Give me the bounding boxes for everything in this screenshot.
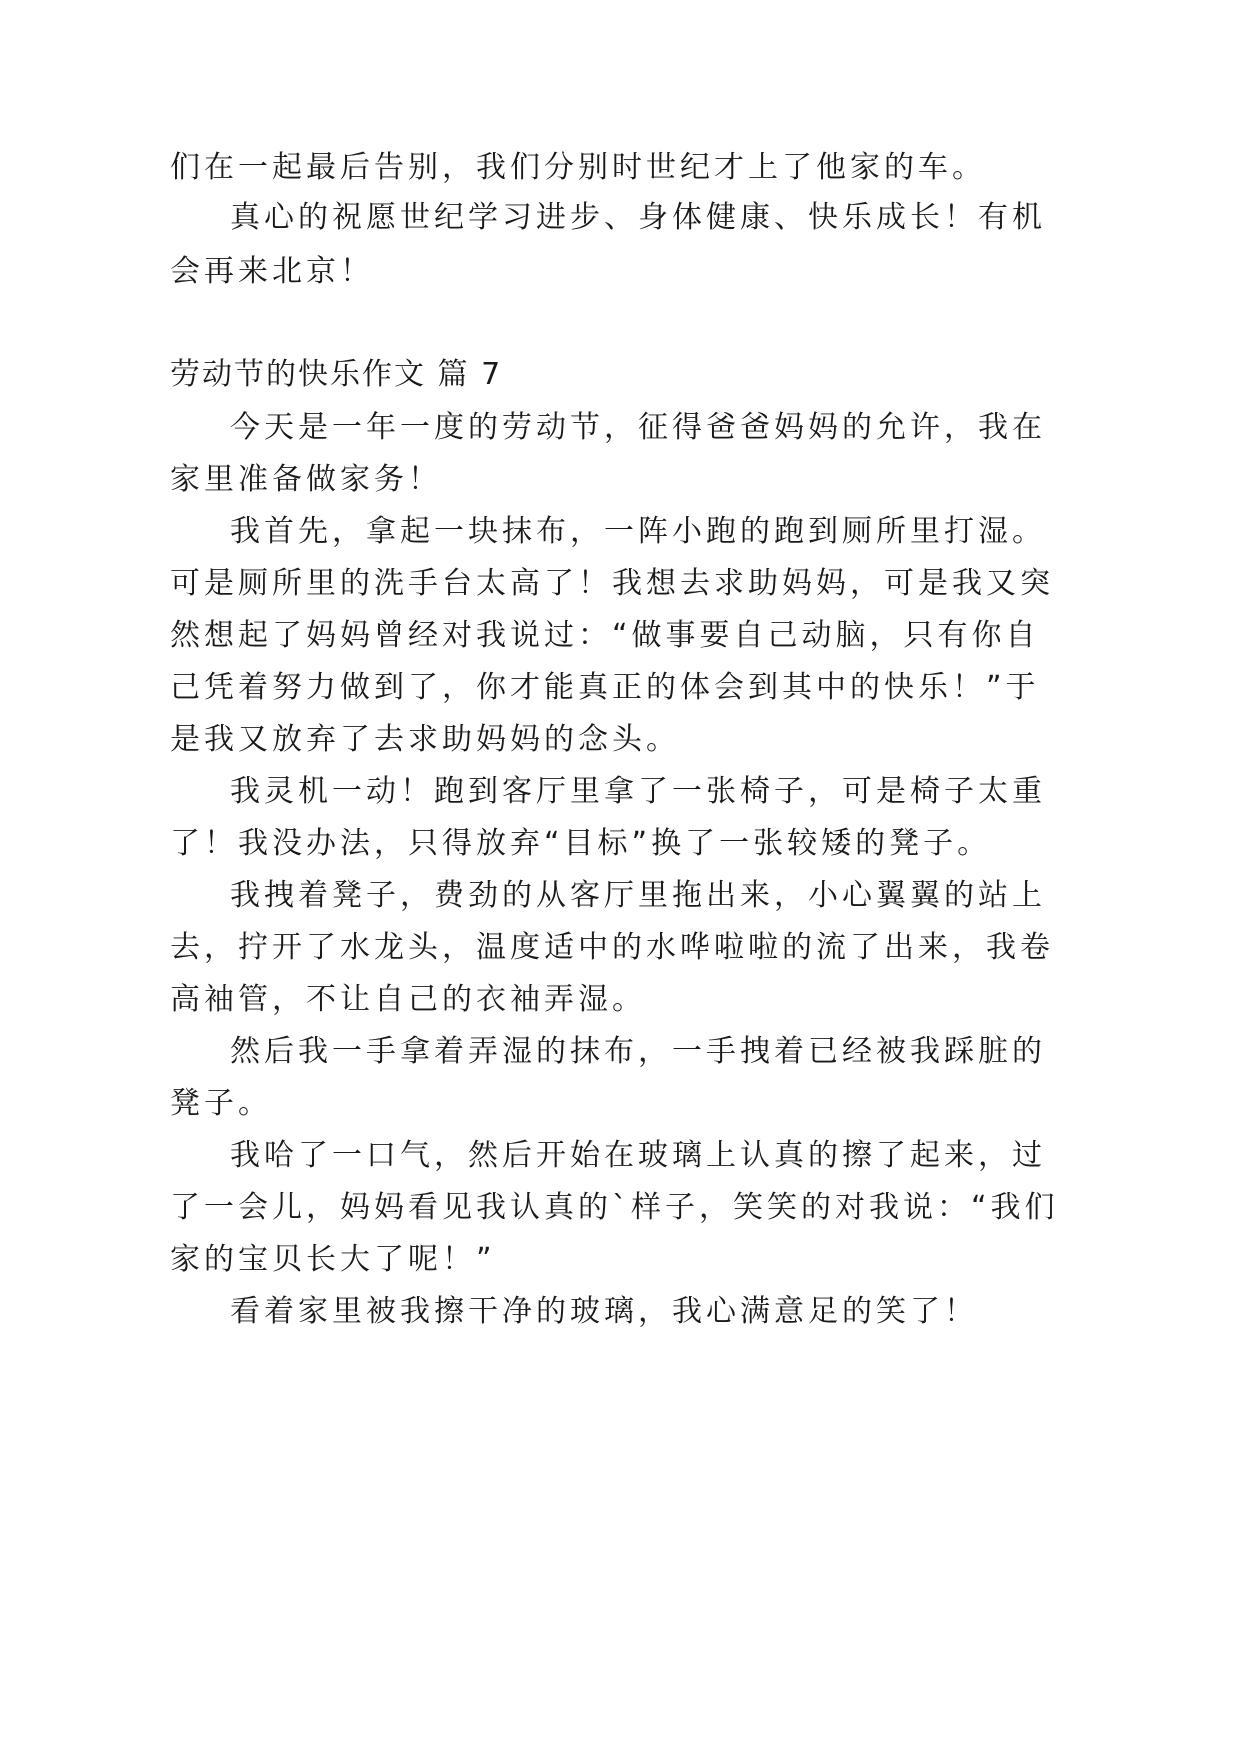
- text-line: 了！我没办法，只得放弃“目标”换了一张较矮的凳子。: [170, 826, 992, 861]
- text-line: 然后我一手拿着弄湿的抹布，一手拽着已经被我踩脏的: [230, 1034, 1046, 1069]
- text-line: 然想起了妈妈曾经对我说过：“做事要自己动脑，只有你自: [170, 618, 1040, 653]
- text-line: 我灵机一动！跑到客厅里拿了一张椅子，可是椅子太重: [230, 774, 1046, 809]
- text-line: 了一会儿，妈妈看见我认真的`样子，笑笑的对我说：“我们: [170, 1190, 1059, 1225]
- text-line: 去，拧开了水龙头，温度适中的水哗啦啦的流了出来，我卷: [170, 930, 1054, 965]
- section-heading: 劳动节的快乐作文 篇 7: [170, 357, 503, 392]
- text-line: 是我又放弃了去求助妈妈的念头。: [170, 722, 680, 757]
- text-line: 家的宝贝长大了呢！”: [170, 1242, 496, 1277]
- text-line: 会再来北京！: [170, 254, 374, 289]
- text-line: 我拽着凳子，费劲的从客厅里拖出来，小心翼翼的站上: [230, 878, 1046, 913]
- text-line: 可是厕所里的洗手台太高了！我想去求助妈妈，可是我又突: [170, 566, 1054, 601]
- text-line: 家里准备做家务！: [170, 462, 442, 497]
- text-line: 我首先，拿起一块抹布，一阵小跑的跑到厕所里打湿。: [230, 514, 1046, 549]
- text-line: 真心的祝愿世纪学习进步、身体健康、快乐成长！有机: [230, 200, 1046, 235]
- text-line: 今天是一年一度的劳动节，征得爸爸妈妈的允许，我在: [230, 410, 1046, 445]
- text-line: 看着家里被我擦干净的玻璃，我心满意足的笑了！: [230, 1294, 978, 1329]
- text-line: 们在一起最后告别，我们分别时世纪才上了他家的车。: [170, 150, 986, 185]
- text-line: 高袖管，不让自己的衣袖弄湿。: [170, 982, 646, 1017]
- text-line: 己凭着努力做到了，你才能真正的体会到其中的快乐！”于: [170, 670, 1040, 705]
- text-line: 我哈了一口气，然后开始在玻璃上认真的擦了起来，过: [230, 1138, 1046, 1173]
- text-line: 凳子。: [170, 1086, 272, 1121]
